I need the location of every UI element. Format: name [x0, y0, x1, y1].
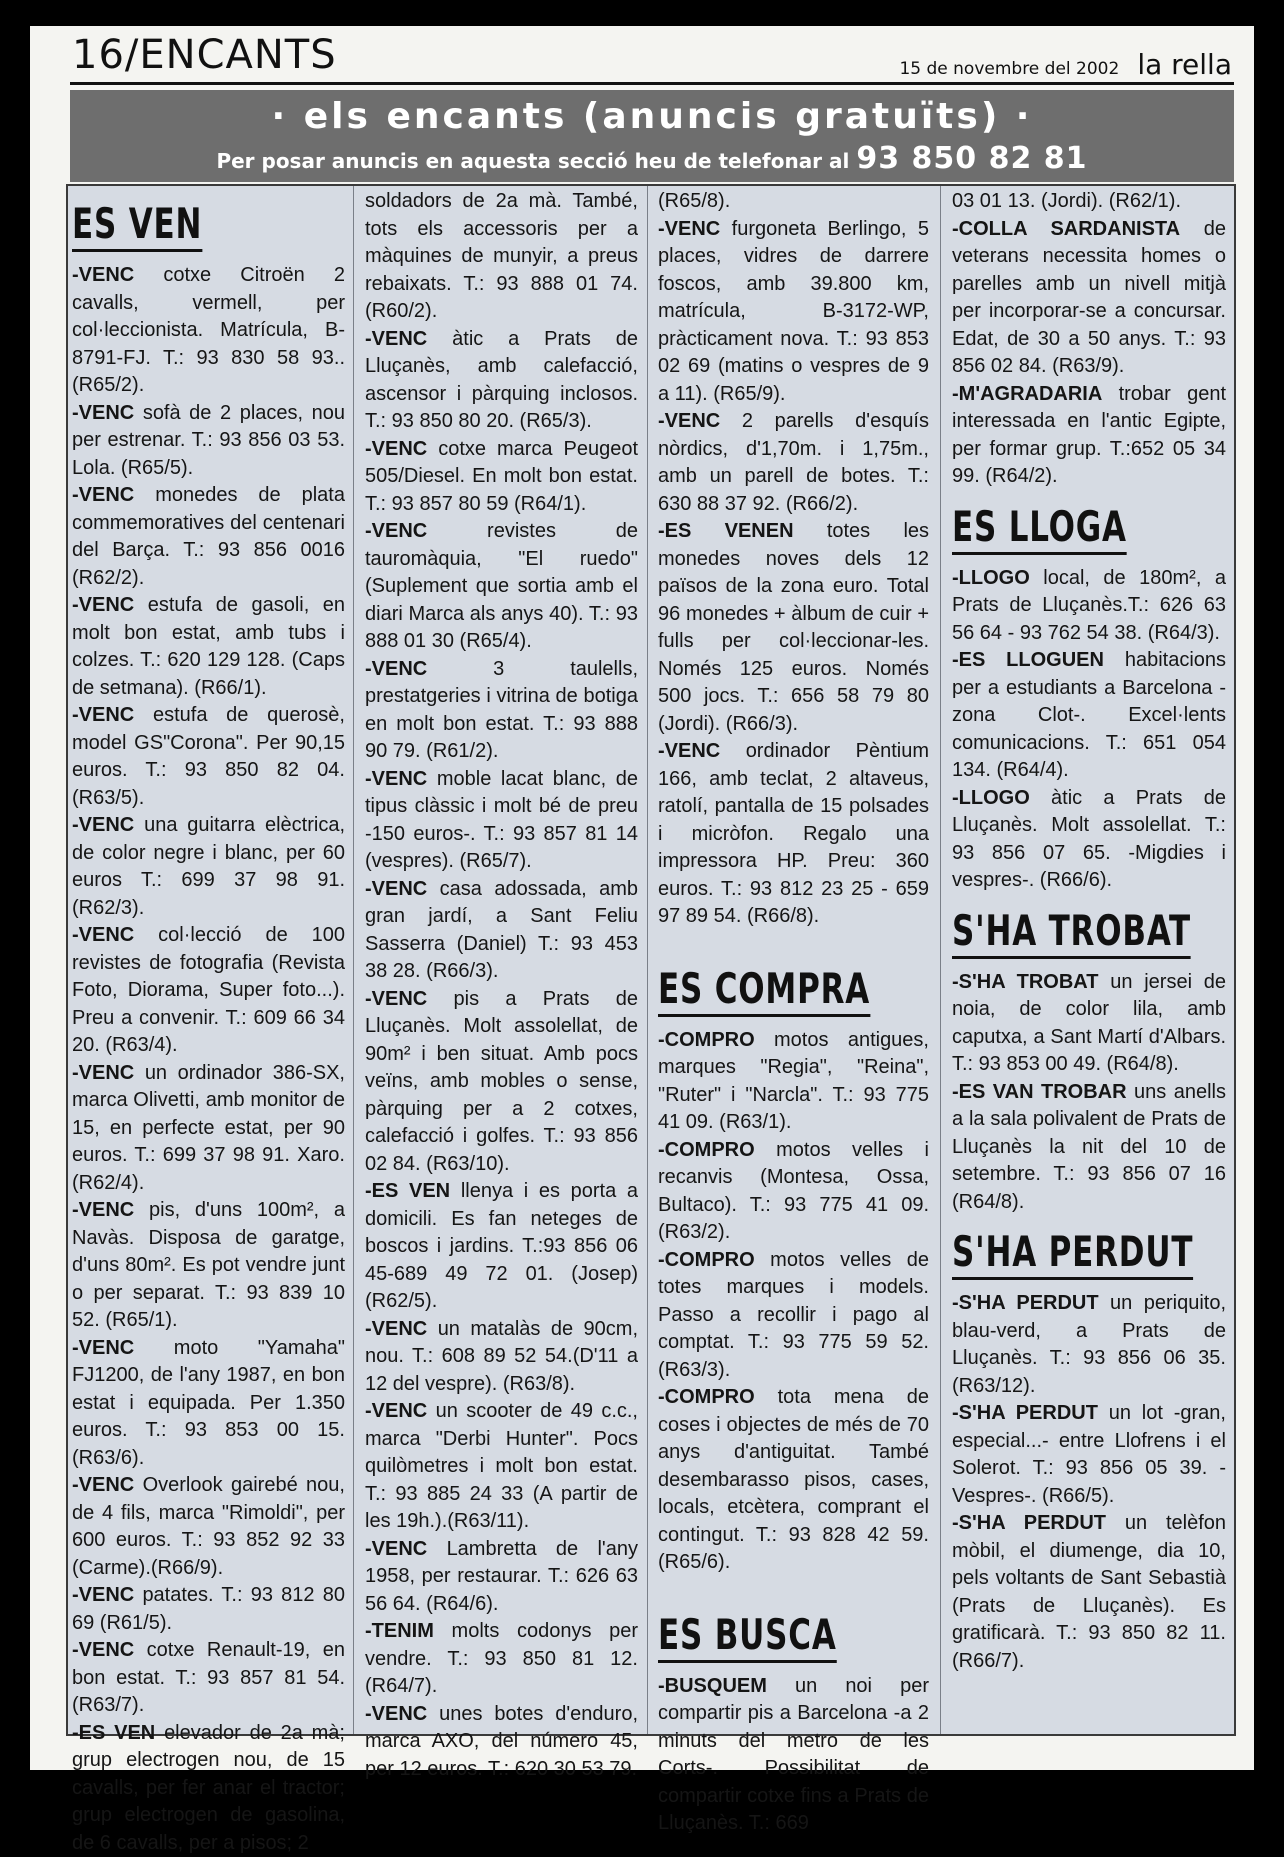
classified-ad [658, 1247, 929, 1385]
masthead: la rella [1137, 48, 1232, 81]
classified-ad [365, 518, 638, 656]
classified-ad [365, 326, 638, 436]
ad-text: furgoneta Berlingo, 5 places, vidres de darrere foscos, amb 39.800 km, matrícula, B-3172-WP, pràcticament nova. T.: 93 853 02 69 (matins o vespres de 9 a 11). (R65/9). [658, 218, 929, 405]
ad-text: col·lecció de 100 revistes de fotografia (Revista Foto, Diorama, Super foto...). Preu a convenir. T.: 609 66 34 20. (R63/4). [72, 924, 345, 1056]
ad-keyword: -COLLA SARDANISTA [952, 218, 1180, 240]
classified-ad [658, 1673, 929, 1838]
classified-ad [658, 518, 929, 738]
spacer [658, 1577, 929, 1599]
ad-keyword: -VENC [72, 1584, 134, 1606]
ad-text: estufa de gasoli, en molt bon estat, amb tubs i colzes. T.: 620 129 128. (Caps de setmana). (R66/1). [72, 594, 345, 699]
category-heading [952, 501, 1177, 553]
ad-text: patates. T.: 93 812 80 69 (R61/5). [72, 1584, 345, 1634]
ad-keyword: -VENC [365, 988, 427, 1010]
ad-text: un scooter de 49 c.c., marca "Derbi Hunter". Pocs quilòmetres i molt bon estat. T.: 93 885 24 33 (A partir de les 19h.).(R63/11). [365, 1400, 638, 1532]
ad-keyword: -TENIM [365, 1620, 434, 1642]
ad-text: sofà de 2 places, nou per estrenar. T.: 93 856 03 53. Lola. (R65/5). [72, 402, 345, 479]
classified-ad [952, 188, 1226, 216]
newspaper-page [30, 26, 1254, 1770]
ad-keyword: -S'HA PERDUT [952, 1292, 1099, 1314]
category-heading-text: ES BUSCA [658, 1610, 837, 1663]
classified-ad [952, 565, 1226, 648]
classified-ad [658, 188, 929, 216]
classified-ad [952, 1400, 1226, 1510]
section-banner [70, 90, 1234, 182]
classified-ad [952, 647, 1226, 785]
ad-keyword: -VENC [365, 1538, 427, 1560]
classified-ad [72, 1060, 345, 1198]
classified-ad [658, 738, 929, 931]
classified-ad [72, 262, 345, 400]
ad-text: un ordinador 386-SX, marca Olivetti, amb monitor de 15, en perfecte estat, per 90 euros. T.: 699 37 98 91. Xaro. (R62/4). [72, 1062, 345, 1194]
spacer [658, 931, 929, 953]
ad-text: de veterans necessita homes o parelles amb un nivell mitjà per incorporar-se a concursar. Edat, de 30 a 50 anys. T.: 93 856 02 84. (R63/9). [952, 218, 1226, 378]
ad-keyword: -VENC [365, 328, 427, 350]
ad-keyword: -VENC [72, 484, 134, 506]
ad-keyword: -VENC [72, 814, 134, 836]
ad-text: un noi per compartir pis a Barcelona -a 2 minuts del metro de les Corts-. Possibilitat de compartir cotxe fins a Prats de Lluçanès. T.: 669 [658, 1675, 929, 1835]
classified-ad [72, 922, 345, 1060]
ad-text: llenya i es porta a domicili. Es fan neteges de boscos i jardins. T.:93 856 06 45-689 49 72 01. (Josep) (R62/5). [365, 1180, 638, 1312]
ad-text: soldadors de 2a mà. També, tots els accessoris per a màquines de munyir, a preus rebaixats. T.: 93 888 01 74. (R60/2). [365, 190, 638, 322]
ad-keyword: -VENC [72, 1062, 134, 1084]
section-title: 16/ENCANTS [72, 32, 337, 78]
ad-text: cotxe Renault-19, en bon estat. T.: 93 857 81 54. (R63/7). [72, 1639, 345, 1716]
header-right [899, 48, 1232, 81]
classified-ad [365, 1618, 638, 1701]
ad-text: local, de 180m², a Prats de Lluçanès.T.: 626 63 56 64 - 93 762 54 38. (R64/3). [952, 567, 1226, 644]
ad-text: habitacions per a estudiants a Barcelona -zona Clot-. Excel·lents comunicacions. T.: 651 054 134. (R64/4). [952, 649, 1226, 781]
ad-text: (R65/8). [658, 190, 730, 212]
ad-text: pis a Prats de Lluçanès. Molt assolellat, de 90m² i ben situat. Amb pocs veïns, amb mobles o sense, pàrquing per a 2 cotxes, calefacció i golfes. T.: 93 856 02 84. (R63/10). [365, 988, 638, 1175]
ad-keyword: -VENC [72, 1199, 134, 1221]
column-divider [940, 186, 941, 1734]
ad-keyword: -VENC [72, 924, 134, 946]
ad-text: motos velles de totes marques i models. Passo a recollir i pago al comptat. T.: 93 775 59 52. (R63/3). [658, 1249, 929, 1381]
classified-ad [365, 766, 638, 876]
ad-keyword: -ES VENEN [658, 520, 794, 542]
classified-ad [365, 436, 638, 519]
ad-keyword: -VENC [365, 768, 427, 790]
classified-ad [658, 1137, 929, 1247]
ad-text: unes botes d'enduro, marca AXO, del número 45, per 12 euros. T.: 620 30 53 79. [365, 1703, 638, 1780]
ad-text: un jersei de noia, de color lila, amb caputxa, a Sant Martí d'Albars. T.: 93 853 00 49. (R64/8). [952, 971, 1226, 1076]
ad-keyword: -VENC [365, 438, 427, 460]
column-divider [647, 186, 648, 1734]
ad-text: 03 01 13. (Jordi). (R62/1). [952, 190, 1181, 212]
ad-text: 2 parells d'esquís nòrdics, d'1,70m. i 1,75m., amb un parell de botes. T.: 630 88 37 92. (R66/2). [658, 410, 929, 515]
ad-text: un lot -gran, especial...- entre Llofrens i el Solerot. T.: 93 856 05 39. -Vespres-. (R66/5). [952, 1402, 1226, 1507]
ad-text: un periquito, blau-verd, a Prats de Lluçanès. T.: 93 856 06 35. (R63/12). [952, 1292, 1226, 1397]
column-4 [952, 184, 1226, 1736]
ad-keyword: -VENC [365, 520, 427, 542]
ad-text: motos antigues, marques "Regia", "Reina", "Ruter" i "Narcla". T.: 93 775 41 09. (R63/1). [658, 1029, 929, 1134]
ad-keyword: -ES VEN [72, 1722, 155, 1744]
classified-ad [952, 1079, 1226, 1217]
ad-text: moto "Yamaha" FJ1200, de l'any 1987, en bon estat i equipada. Per 1.350 euros. T.: 93 853 00 15. (R63/6). [72, 1337, 345, 1469]
banner-phone: 93 850 82 81 [856, 141, 1087, 176]
classified-ad [72, 1720, 345, 1857]
banner-subtitle [70, 141, 1234, 176]
classified-ad [952, 381, 1226, 491]
ad-keyword: -VENC [658, 410, 720, 432]
column-2 [365, 184, 638, 1736]
ad-keyword: -BUSQUEM [658, 1675, 767, 1697]
category-heading [952, 905, 1177, 957]
classified-ad [365, 1701, 638, 1784]
classified-ad [72, 1197, 345, 1335]
banner-subtitle-text: Per posar anuncis en aquesta secció heu de telefonar al [216, 149, 849, 173]
ad-text: Lambretta de l'any 1958, per restaurar. T.: 626 63 56 64. (R64/6). [365, 1538, 638, 1615]
category-heading [658, 963, 880, 1015]
ad-keyword: -VENC [658, 740, 720, 762]
ad-text: moble lacat blanc, de tipus clàssic i molt bé de preu -150 euros-. T.: 93 857 81 14 (vespres). (R65/7). [365, 768, 638, 873]
ad-text: elevador de 2a mà; grup electrogen nou, de 15 cavalls, per fer anar el tractor; grup electrogen de gasolina, de 6 cavalls, per a pisos; 2 [72, 1722, 345, 1854]
ad-keyword: -VENC [365, 658, 427, 680]
ad-text: ordinador Pèntium 166, amb teclat, 2 altaveus, ratolí, pantalla de 15 polsades i micròfon. Regalo una impressora HP. Preu: 360 euros. T.: 93 812 23 25 - 659 97 89 54. (R66/8). [658, 740, 929, 927]
classified-ad [72, 482, 345, 592]
classified-ad [952, 785, 1226, 895]
classified-ad [72, 1637, 345, 1720]
ad-text: àtic a Prats de Lluçanès, amb calefacció, ascensor i pàrquing inclosos. T.: 93 850 80 20. (R65/3). [365, 328, 638, 433]
classified-ad [365, 1316, 638, 1399]
column-1 [72, 184, 345, 1736]
ad-keyword: -LLOGO [952, 567, 1030, 589]
ad-text: uns anells a la sala polivalent de Prats de Lluçanès la nit del 10 de setembre. T.: 93 856 07 16 (R64/8). [952, 1081, 1226, 1213]
ad-keyword: -M'AGRADARIA [952, 383, 1102, 405]
ad-text: revistes de tauromàquia, "El ruedo" (Suplement que sortia amb el diari Marca als anys 40). T.: 93 888 01 30 (R65/4). [365, 520, 638, 652]
ad-keyword: -ES LLOGUEN [952, 649, 1104, 671]
ad-keyword: -VENC [72, 402, 134, 424]
ad-text: casa adossada, amb gran jardí, a Sant Feliu Sasserra (Daniel) T.: 93 453 38 28. (R66/3). [365, 878, 638, 983]
category-heading [952, 1226, 1177, 1278]
classified-ad [365, 1398, 638, 1536]
classified-ad [365, 876, 638, 986]
classified-ad [365, 656, 638, 766]
page-header [72, 32, 1232, 80]
ad-keyword: -VENC [72, 1337, 134, 1359]
ad-keyword: -VENC [72, 264, 134, 286]
ad-keyword: -S'HA TROBAT [952, 971, 1098, 993]
ad-keyword: -VENC [365, 1400, 427, 1422]
ad-keyword: -LLOGO [952, 787, 1030, 809]
ad-text: estufa de querosè, model GS"Corona". Per 90,15 euros. T.: 93 850 82 04. (R63/5). [72, 704, 345, 809]
ad-text: Overlook gairebé nou, de 4 fils, marca "Rimoldi", per 600 euros. T.: 93 852 92 33 (Carme).(R66/9). [72, 1474, 345, 1579]
ad-keyword: -ES VAN TROBAR [952, 1081, 1127, 1103]
column-3 [658, 184, 929, 1736]
classified-ad [952, 216, 1226, 381]
category-heading-text: S'HA PERDUT [952, 1227, 1193, 1280]
category-heading-text: ES VEN [72, 199, 202, 252]
header-rule [70, 82, 1234, 85]
ad-keyword: -VENC [72, 704, 134, 726]
classified-ad [952, 969, 1226, 1079]
classified-ad [952, 1510, 1226, 1675]
ad-keyword: -VENC [72, 1474, 134, 1496]
category-heading-text: ES COMPRA [658, 964, 870, 1017]
classified-ad [365, 1536, 638, 1619]
ad-text: cotxe marca Peugeot 505/Diesel. En molt bon estat. T.: 93 857 80 59 (R64/1). [365, 438, 638, 515]
ad-keyword: -VENC [365, 1703, 427, 1725]
classified-ad [72, 702, 345, 812]
classified-ad [365, 986, 638, 1179]
ad-text: un matalàs de 90cm, nou. T.: 608 89 52 54.(D'11 a 12 del vespre). (R63/8). [365, 1318, 638, 1395]
ad-text: pis, d'uns 100m², a Navàs. Disposa de garatge, d'uns 80m². Es pot vendre junt o per separat. T.: 93 839 10 52. (R65/1). [72, 1199, 345, 1331]
ad-keyword: -VENC [365, 1318, 427, 1340]
category-heading-text: ES LLOGA [952, 502, 1127, 555]
ad-keyword: -COMPRO [658, 1249, 755, 1271]
classified-ad [72, 1582, 345, 1637]
ad-text: molts codonys per vendre. T.: 93 850 81 12. (R64/7). [365, 1620, 638, 1697]
classified-ad [658, 1384, 929, 1577]
category-heading [72, 198, 296, 250]
ad-text: trobar gent interessada en l'antic Egipte, per formar grup. T.:652 05 34 99. (R64/2). [952, 383, 1226, 488]
ad-text: 3 taulells, prestatgeries i vitrina de botiga en molt bon estat. T.: 93 888 90 79. (R61/2). [365, 658, 638, 763]
ad-keyword: -COMPRO [658, 1386, 755, 1408]
classified-ad [365, 188, 638, 326]
classified-ad [72, 812, 345, 922]
classified-ad [72, 400, 345, 483]
ad-keyword: -COMPRO [658, 1029, 755, 1051]
ad-text: cotxe Citroën 2 cavalls, vermell, per col·leccionista. Matrícula, B-8791-FJ. T.: 93 830 58 93.. (R65/2). [72, 264, 345, 396]
classified-ad [658, 1027, 929, 1137]
ad-text: totes les monedes noves dels 12 països de la zona euro. Total 96 monedes + àlbum de cuir + fulls per col·leccionar-les. Només 125 euros. Només 500 jocs. T.: 656 58 79 80 (Jordi). (R66/3). [658, 520, 929, 735]
ad-text: àtic a Prats de Lluçanès. Molt assolellat. T.: 93 856 07 65. -Migdies i vespres-. (R66/6). [952, 787, 1226, 892]
ad-keyword: -ES VEN [365, 1180, 450, 1202]
ad-text: motos velles i recanvis (Montesa, Ossa, Bultaco). T.: 93 775 41 09.(R63/2). [658, 1139, 929, 1244]
ad-keyword: -COMPRO [658, 1139, 755, 1161]
classified-ad [365, 1178, 638, 1316]
classified-ad [952, 1290, 1226, 1400]
ad-text: tota mena de coses i objectes de més de 70 anys d'antiguitat. També desembarasso pisos, cases, locals, etcètera, comprant el contingut. T.: 93 828 42 59. (R65/6). [658, 1386, 929, 1573]
classified-ad [72, 1335, 345, 1473]
ad-keyword: -VENC [365, 878, 427, 900]
category-heading-text: S'HA TROBAT [952, 906, 1191, 959]
classified-ad [658, 408, 929, 518]
ad-keyword: -VENC [72, 1639, 134, 1661]
ad-keyword: -S'HA PERDUT [952, 1512, 1106, 1534]
ad-text: un telèfon mòbil, el diumenge, dia 10, pels voltants de Sant Sebastià (Prats de Lluçanès). Es gratificarà. T.: 93 850 82 11. (R66/7). [952, 1512, 1226, 1672]
issue-date: 15 de novembre del 2002 [899, 59, 1119, 79]
category-heading [658, 1609, 880, 1661]
classified-ad [658, 216, 929, 409]
classified-ad [72, 592, 345, 702]
ad-keyword: -VENC [658, 218, 720, 240]
column-divider [353, 186, 354, 1734]
classified-ad [72, 1472, 345, 1582]
ad-keyword: -VENC [72, 594, 134, 616]
banner-title: · els encants (anuncis gratuïts) · [70, 96, 1234, 137]
ad-text: monedes de plata commemoratives del centenari del Barça. T.: 93 856 0016 (R62/2). [72, 484, 345, 589]
ad-text: una guitarra elèctrica, de color negre i blanc, per 60 euros T.: 699 37 98 91. (R62/3). [72, 814, 345, 919]
ad-keyword: -S'HA PERDUT [952, 1402, 1098, 1424]
